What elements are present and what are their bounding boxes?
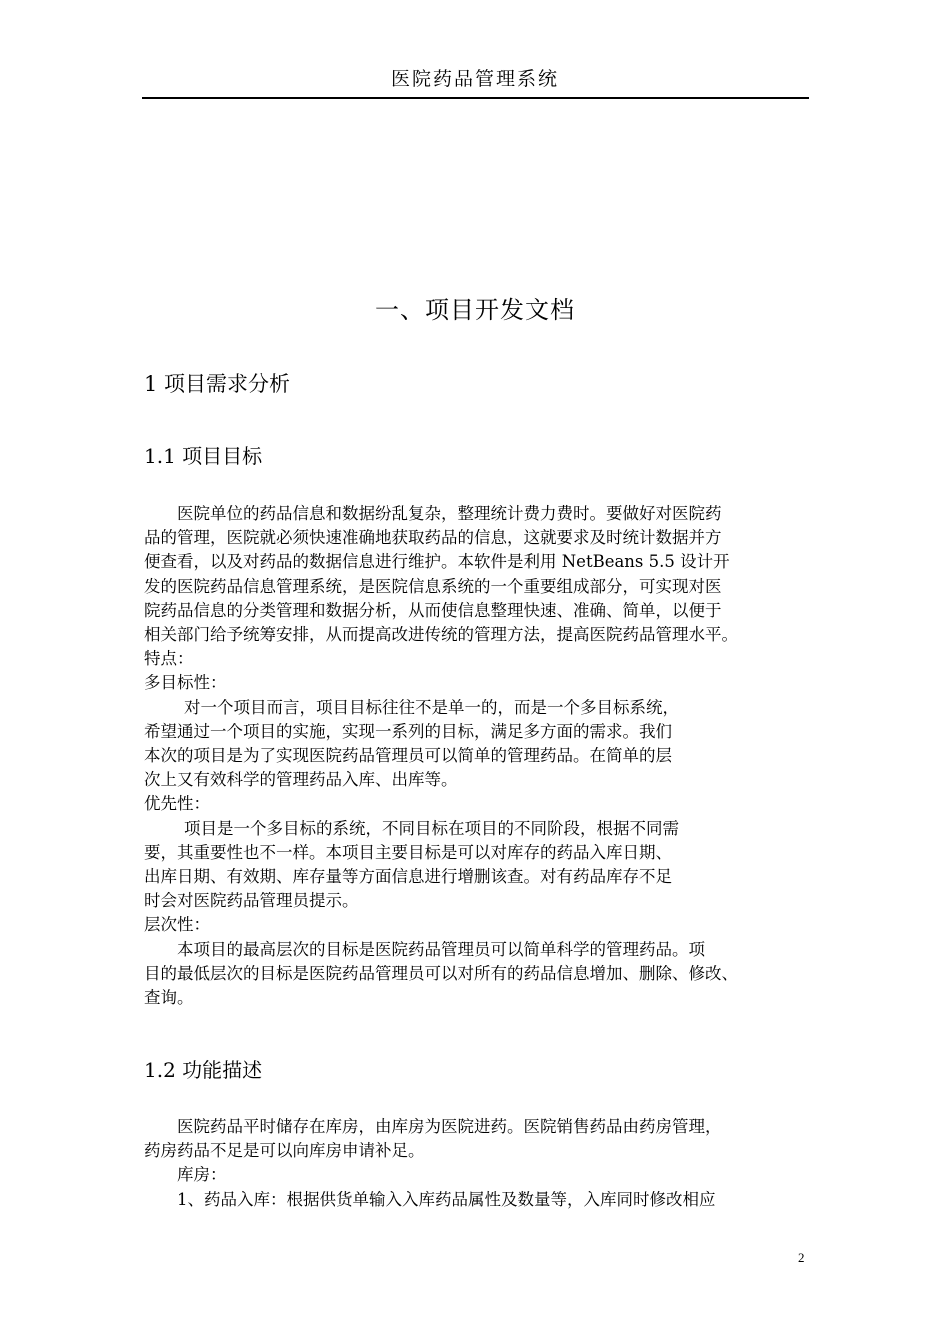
feature-label-priority: 优先性： (144, 794, 210, 814)
paragraph-line: 医院单位的药品信息和数据纷乱复杂，整理统计费力费时。要做好对医院药 (177, 504, 722, 523)
paragraph-line: 时会对医院药品管理员提示。 (144, 891, 359, 911)
section-heading-requirements: 1 项目需求分析 (144, 372, 291, 396)
paragraph-line: 项目是一个多目标的系统，不同目标在项目的不同阶段，根据不同需 (184, 818, 679, 838)
page-number: 2 (798, 1250, 805, 1265)
feature-label-multi-goal: 多目标性： (144, 673, 227, 693)
paragraph-line: 查询。 (144, 988, 194, 1008)
paragraph-line: 本次的项目是为了实现医院药品管理员可以简单的管理药品。在简单的层 (144, 746, 672, 766)
feature-label-hierarchy: 层次性： (144, 915, 210, 935)
page-header-title: 医院药品管理系统 (390, 68, 559, 90)
feature-label: 特点： (144, 649, 194, 669)
paragraph-line: 便查看，以及对药品的数据信息进行维护。本软件是利用 NetBeans 5.5 设计开 (144, 552, 730, 572)
paragraph-line: 出库日期、有效期、库存量等方面信息进行增删该查。对有药品库存不足 (144, 867, 672, 887)
paragraph-line: 品的管理，医院就必须快速准确地获取药品的信息，这就要求及时统计数据并方 (144, 528, 722, 548)
section-heading-goals: 1.1 项目目标 (144, 444, 263, 468)
paragraph-line: 发的医院药品信息管理系统，是医院信息系统的一个重要组成部分，可实现对医 (144, 576, 722, 596)
paragraph-line: 院药品信息的分类管理和数据分析，从而使信息整理快速、准确、简单，以便于 (144, 600, 722, 620)
paragraph-line: 对一个项目而言，项目目标往往不是单一的，而是一个多目标系统， (184, 697, 679, 717)
paragraph-line: 相关部门给予统筹安排，从而提高改进传统的管理方法，提高医院药品管理水平。 (144, 625, 738, 645)
paragraph-line: 1、药品入库：根据供货单输入入库药品属性及数量等，入库同时修改相应 (177, 1189, 716, 1209)
paragraph-line: 本项目的最高层次的目标是医院药品管理员可以简单科学的管理药品。项 (177, 939, 705, 959)
paragraph-line: 目的最低层次的目标是医院药品管理员可以对所有的药品信息增加、删除、修改、 (144, 963, 738, 983)
paragraph-line: 希望通过一个项目的实施，实现一系列的目标，满足多方面的需求。我们 (144, 721, 672, 741)
warehouse-label: 库房： (177, 1165, 227, 1185)
paragraph-line: 次上又有效科学的管理药品入库、出库等。 (144, 770, 458, 790)
functions-body (144, 1115, 808, 1212)
goals-body (144, 502, 808, 1010)
header-divider (142, 97, 809, 99)
chapter-title: 一、项目开发文档 (375, 296, 575, 324)
paragraph-line: 药房药品不足是可以向库房申请补足。 (144, 1141, 425, 1161)
section-heading-functions: 1.2 功能描述 (144, 1058, 263, 1082)
paragraph-line: 要，其重要性也不一样。本项目主要目标是可以对库存的药品入库日期、 (144, 842, 672, 862)
paragraph-line: 医院药品平时储存在库房，由库房为医院进药。医院销售药品由药房管理， (177, 1117, 722, 1136)
